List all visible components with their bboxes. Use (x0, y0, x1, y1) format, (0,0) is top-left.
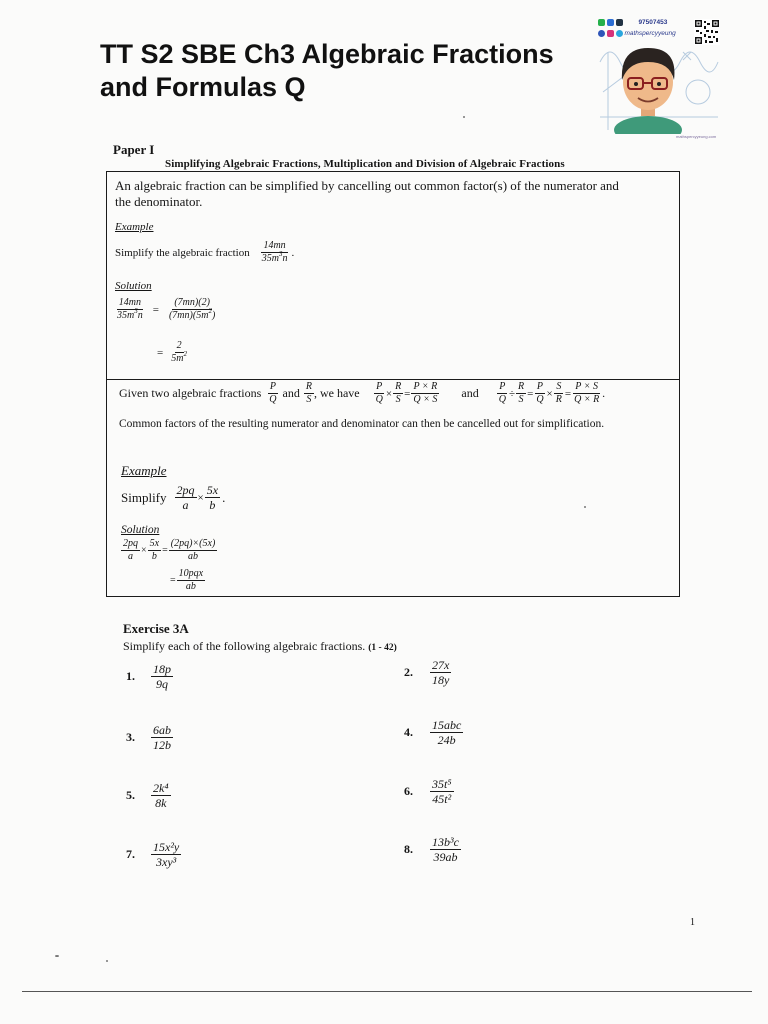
simplifying-box (106, 171, 680, 380)
document-title (100, 38, 590, 104)
question-6: 6. $\frac{\text{35t⁵}}{\text{45t²}}$ (404, 777, 452, 806)
box1-solution-label: Solution (115, 280, 152, 292)
box2-solution-step2: = $\frac{\text{10pqx}}{ab}$ (170, 568, 204, 592)
box1-solution-step2: = $\frac{2}{5m^2}$ (157, 340, 187, 364)
title-line-2: and Formulas Q (100, 72, 306, 102)
scan-speck (463, 116, 465, 118)
box1-solution-step1: $\frac{14mn}{35m^3n}$ = $\frac{(7mn)(2)}{(7mn)(5m^2)}$ (117, 297, 216, 321)
scan-speck (55, 955, 59, 957)
box2-and-text: and (282, 386, 300, 400)
box2-example-question: Simplify $\frac{2pq}{a}$ × $\frac{5x}{b}$ . (121, 483, 226, 512)
box2-given-line: Given two algebraic fractions $\frac{P}{Q}$ and $\frac{R}{S}$ , we have $\frac{P}{Q}$ × $\frac{R}{S}$ = $\frac{P \times R}{Q \times S}$ and $\frac{P}{Q}$ ÷ $\frac{R}{S}$ = $\frac{P}{Q}$ × $\frac{S}{R}$ = $\frac{P \times S}{Q \times R}$ . (119, 381, 606, 405)
contact-handle: mathspercyyeung (624, 30, 676, 38)
box1-example-text: Simplify the algebraic fraction (115, 246, 250, 259)
scan-speck (584, 506, 586, 508)
box2-solution-label: Solution (121, 524, 160, 536)
title-line-1: TT S2 SBE Ch3 Algebraic Fractions (100, 39, 554, 69)
box1-example-label: Example (115, 221, 154, 233)
box2-simplify-text: Simplify (121, 489, 167, 505)
bottom-rule (22, 991, 752, 992)
box2-common-factors: Common factors of the resulting numerator and denominator can then be cancelled out for simplification. (119, 418, 605, 430)
exercise-range: (1 - 42) (368, 643, 397, 653)
section-title: Simplifying Algebraic Fractions, Multiplication and Division of Algebraic Fractions (165, 158, 565, 170)
box2-example-label: Example (121, 463, 167, 478)
multiplication-division-box (106, 378, 680, 597)
phone-number: 97507453 (638, 19, 668, 27)
paper-label: Paper I (113, 142, 155, 157)
question-2: 2. $\frac{27x}{18y}$ (404, 658, 450, 687)
question-5: 5. $\frac{\text{2k⁴}}{8k}$ (126, 781, 169, 810)
example-fraction: $\frac{14mn}{35m^3n}$ (261, 240, 288, 264)
question-3: 3. $\frac{6ab}{12b}$ (126, 723, 171, 752)
page-number: 1 (690, 917, 695, 928)
exercise-title: Exercise 3A (123, 621, 189, 636)
box1-example-question: Simplify the algebraic fraction $\frac{14mn}{35m^3n}$ . (115, 240, 295, 264)
box1-intro-line2: the denominator. (115, 194, 203, 209)
question-1: 1. $\frac{18p}{9q}$ (126, 662, 171, 691)
question-8: 8. $\frac{\text{13b³c}}{39ab}$ (404, 835, 459, 864)
question-4: 4. $\frac{\text{15abc}}{24b}$ (404, 718, 462, 747)
box2-we-have-text: , we have (313, 386, 360, 400)
box1-intro-line1: An algebraic fraction can be simplified by cancelling out common factor(s) of the numerator and (115, 178, 619, 193)
box2-given-text: Given two algebraic fractions (119, 386, 262, 400)
avatar-shoulders (614, 116, 682, 134)
site-tag: mathspercyyeung.com (676, 134, 717, 139)
teacher-avatar-icon (598, 22, 720, 134)
exercise-intro-text: Simplify each of the following algebraic fractions. (123, 639, 366, 653)
question-7: 7. $\frac{\text{15x²y}}{\text{3xy³}}$ (126, 840, 180, 869)
exercise-intro (123, 639, 397, 654)
scan-speck (106, 960, 108, 962)
box1-intro (115, 178, 671, 210)
box2-and-text-2: and (461, 386, 479, 400)
box2-solution-step1: $\frac{2pq}{a}$ × $\frac{5x}{b}$ = $\frac{(2pq)\times(5x)}{ab}$ (123, 538, 216, 562)
